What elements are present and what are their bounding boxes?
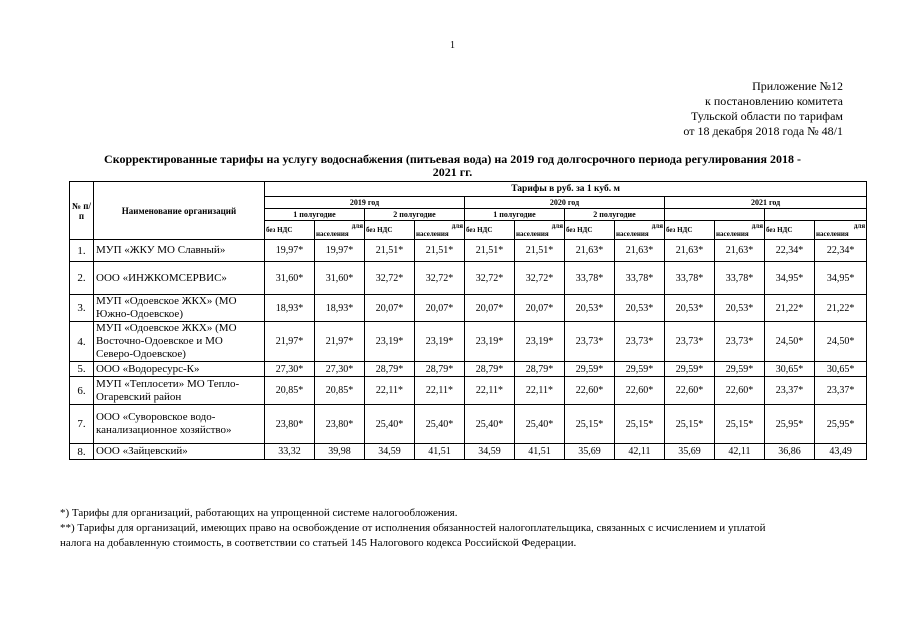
subheader-population-label: населения (516, 230, 549, 238)
subheader-no-vat-label: без НДС (666, 226, 693, 234)
header-year-2020: 2020 год (465, 197, 665, 209)
tariff-value: 28,79* (415, 362, 465, 377)
subheader-no-vat (365, 221, 415, 240)
table-row (70, 377, 867, 405)
row-number: 5. (70, 362, 94, 377)
tariff-value: 42,11 (715, 444, 765, 460)
tariff-value: 20,53* (615, 295, 665, 322)
tariff-value: 25,95* (815, 405, 867, 444)
tariff-value: 23,19* (365, 322, 415, 362)
subheader-no-vat-label: без НДС (766, 226, 793, 234)
table-row (70, 405, 867, 444)
tariff-value: 28,79* (365, 362, 415, 377)
tariff-value: 21,97* (315, 322, 365, 362)
organization-name: ООО «Водоресурс-К» (94, 362, 265, 377)
tariff-value: 25,15* (715, 405, 765, 444)
subheader-no-vat (565, 221, 615, 240)
tariff-value: 35,69 (665, 444, 715, 460)
subheader-no-vat-label: без НДС (566, 226, 593, 234)
table-row (70, 295, 867, 322)
subheader-population (515, 221, 565, 240)
tariff-value: 39,98 (315, 444, 365, 460)
subheader-for-label: для (551, 222, 563, 230)
tariff-value: 42,11 (615, 444, 665, 460)
header-year-2021: 2021 год (665, 197, 867, 209)
tariff-value: 28,79* (515, 362, 565, 377)
header-half2-2021 (765, 209, 867, 221)
footnote: *) Тарифы для организаций, работающих на упрощенной системе налогообложения. (60, 507, 458, 519)
table-row (70, 262, 867, 295)
appendix-block (683, 79, 843, 139)
subheader-population-label: населения (816, 230, 849, 238)
row-number: 2. (70, 262, 94, 295)
tariff-value: 32,72* (515, 262, 565, 295)
tariff-value: 25,95* (765, 405, 815, 444)
tariff-value: 33,78* (715, 262, 765, 295)
subheader-for-label: для (451, 222, 463, 230)
appendix-line: к постановлению комитета (705, 94, 843, 108)
organization-name: ООО «Суворовское водо-канализационное хозяйство» (94, 405, 265, 444)
tariff-value: 23,73* (665, 322, 715, 362)
organization-name: МУП «Теплосети» МО Тепло-Огаревский район (94, 377, 265, 405)
tariff-value: 23,19* (465, 322, 515, 362)
subheader-no-vat (665, 221, 715, 240)
tariff-value: 22,34* (815, 240, 867, 262)
subheader-population (715, 221, 765, 240)
tariff-value: 23,19* (515, 322, 565, 362)
row-number: 6. (70, 377, 94, 405)
appendix-line: Тульской области по тарифам (690, 109, 843, 123)
tariff-value: 20,85* (265, 377, 315, 405)
tariff-value: 23,73* (615, 322, 665, 362)
tariff-value: 21,63* (565, 240, 615, 262)
tariff-value: 34,95* (765, 262, 815, 295)
subheader-population-label: населения (416, 230, 449, 238)
tariff-value: 20,07* (365, 295, 415, 322)
tariff-value: 27,30* (265, 362, 315, 377)
tariff-value: 23,73* (565, 322, 615, 362)
tariff-value: 21,22* (765, 295, 815, 322)
tariff-value: 22,60* (665, 377, 715, 405)
tariff-value: 29,59* (715, 362, 765, 377)
tariff-value: 32,72* (415, 262, 465, 295)
tariff-value: 23,19* (415, 322, 465, 362)
header-year-2019: 2019 год (265, 197, 465, 209)
tariff-value: 23,80* (265, 405, 315, 444)
tariff-value: 19,97* (315, 240, 365, 262)
header-tariffs: Тарифы в руб. за 1 куб. м (265, 182, 867, 197)
tariff-value: 20,53* (565, 295, 615, 322)
tariff-value: 29,59* (665, 362, 715, 377)
tariff-value: 25,40* (465, 405, 515, 444)
document-title (60, 153, 845, 179)
tariff-value: 23,73* (715, 322, 765, 362)
subheader-no-vat-label: без НДС (366, 226, 393, 234)
tariff-value: 21,63* (665, 240, 715, 262)
header-half2-2020: 2 полугодие (565, 209, 665, 221)
tariff-value: 30,65* (815, 362, 867, 377)
tariff-value: 21,51* (465, 240, 515, 262)
table-row (70, 240, 867, 262)
header-half2-2019: 2 полугодие (365, 209, 465, 221)
tariff-value: 21,51* (415, 240, 465, 262)
tariff-value: 31,60* (315, 262, 365, 295)
tariff-value: 30,65* (765, 362, 815, 377)
subheader-population-label: населения (316, 230, 349, 238)
tariff-value: 22,11* (515, 377, 565, 405)
tariff-value: 35,69 (565, 444, 615, 460)
footnotes (60, 506, 860, 551)
row-number: 4. (70, 322, 94, 362)
title-line: 2021 гг. (432, 165, 473, 179)
organization-name: ООО «Зайцевский» (94, 444, 265, 460)
header-half1-2019: 1 полугодие (265, 209, 365, 221)
tariff-value: 29,59* (565, 362, 615, 377)
tariff-value: 22,60* (565, 377, 615, 405)
tariff-value: 32,72* (365, 262, 415, 295)
subheader-for-label: для (651, 222, 663, 230)
tariff-value: 28,79* (465, 362, 515, 377)
tariff-value: 33,32 (265, 444, 315, 460)
tariff-value: 22,11* (365, 377, 415, 405)
header-organization: Наименование организаций (94, 182, 265, 240)
tariff-value: 25,40* (515, 405, 565, 444)
organization-name: МУП «ЖКУ МО Славный» (94, 240, 265, 262)
tariff-value: 32,72* (465, 262, 515, 295)
subheader-no-vat (265, 221, 315, 240)
subheader-population-label: населения (716, 230, 749, 238)
tariff-value: 25,40* (415, 405, 465, 444)
tariff-value: 22,60* (715, 377, 765, 405)
subheader-no-vat-label: без НДС (266, 226, 293, 234)
subheader-population (415, 221, 465, 240)
footnote: налога на добавленную стоимость, в соответствии со статьей 145 Налогового кодекса Российской Федерации. (60, 537, 577, 549)
header-half1-2021 (665, 209, 765, 221)
row-number: 7. (70, 405, 94, 444)
tariff-value: 25,15* (565, 405, 615, 444)
tariff-value: 25,15* (665, 405, 715, 444)
title-line: Скорректированные тарифы на услугу водоснабжения (питьевая вода) на 2019 год долгосрочного периода регулирования 2018 - (104, 152, 801, 166)
tariff-value: 22,60* (615, 377, 665, 405)
tariff-value: 22,11* (415, 377, 465, 405)
footnote: **) Тарифы для организаций, имеющих право на освобождение от исполнения обязанностей налогоплательщика, связанных с исчислением и уплатой (60, 522, 766, 534)
tariff-value: 20,85* (315, 377, 365, 405)
tariff-value: 21,51* (365, 240, 415, 262)
tariff-value: 20,07* (515, 295, 565, 322)
tariff-value: 21,63* (715, 240, 765, 262)
organization-name: МУП «Одоевское ЖКХ» (МО Восточно-Одоевское и МО Северо-Одоевское) (94, 322, 265, 362)
tariff-value: 24,50* (765, 322, 815, 362)
subheader-for-label: для (351, 222, 363, 230)
subheader-no-vat (765, 221, 815, 240)
tariff-value: 20,07* (415, 295, 465, 322)
tariff-value: 41,51 (515, 444, 565, 460)
tariff-value: 18,93* (265, 295, 315, 322)
tariff-value: 27,30* (315, 362, 365, 377)
subheader-population-label: населения (616, 230, 649, 238)
tariff-value: 20,53* (665, 295, 715, 322)
tariff-value: 25,15* (615, 405, 665, 444)
appendix-line: Приложение №12 (752, 79, 843, 93)
tariff-value: 33,78* (665, 262, 715, 295)
tariff-value: 43,49 (815, 444, 867, 460)
page-number: 1 (450, 40, 455, 51)
subheader-for-label: для (853, 222, 866, 230)
tariff-value: 23,37* (765, 377, 815, 405)
tariff-value: 33,78* (615, 262, 665, 295)
subheader-population (315, 221, 365, 240)
tariff-value: 33,78* (565, 262, 615, 295)
table-row (70, 362, 867, 377)
tariff-value: 34,95* (815, 262, 867, 295)
subheader-no-vat-label: без НДС (466, 226, 493, 234)
organization-name: МУП «Одоевское ЖКХ» (МО Южно-Одоевское) (94, 295, 265, 322)
tariff-value: 34,59 (465, 444, 515, 460)
tariff-value: 21,22* (815, 295, 867, 322)
tariff-value: 29,59* (615, 362, 665, 377)
tariff-value: 23,37* (815, 377, 867, 405)
row-number: 3. (70, 295, 94, 322)
organization-name: ООО «ИНЖКОМСЕРВИС» (94, 262, 265, 295)
tariff-value: 19,97* (265, 240, 315, 262)
tariff-value: 20,53* (715, 295, 765, 322)
tariffs-table (69, 181, 867, 460)
subheader-no-vat (465, 221, 515, 240)
tariff-value: 21,63* (615, 240, 665, 262)
tariff-value: 34,59 (365, 444, 415, 460)
appendix-line: от 18 декабря 2018 года № 48/1 (683, 124, 843, 138)
header-half1-2020: 1 полугодие (465, 209, 565, 221)
tariff-value: 22,34* (765, 240, 815, 262)
tariff-value: 23,80* (315, 405, 365, 444)
tariff-value: 25,40* (365, 405, 415, 444)
row-number: 1. (70, 240, 94, 262)
subheader-for-label: для (751, 222, 763, 230)
tariff-value: 21,97* (265, 322, 315, 362)
tariff-value: 22,11* (465, 377, 515, 405)
row-number: 8. (70, 444, 94, 460)
tariff-value: 41,51 (415, 444, 465, 460)
tariff-value: 24,50* (815, 322, 867, 362)
subheader-population (615, 221, 665, 240)
tariff-value: 21,51* (515, 240, 565, 262)
tariff-value: 31,60* (265, 262, 315, 295)
subheader-population (815, 221, 867, 240)
tariff-value: 36,86 (765, 444, 815, 460)
table-row (70, 444, 867, 460)
tariff-value: 20,07* (465, 295, 515, 322)
table-row (70, 322, 867, 362)
header-number: № п/п (70, 182, 94, 240)
tariff-value: 18,93* (315, 295, 365, 322)
